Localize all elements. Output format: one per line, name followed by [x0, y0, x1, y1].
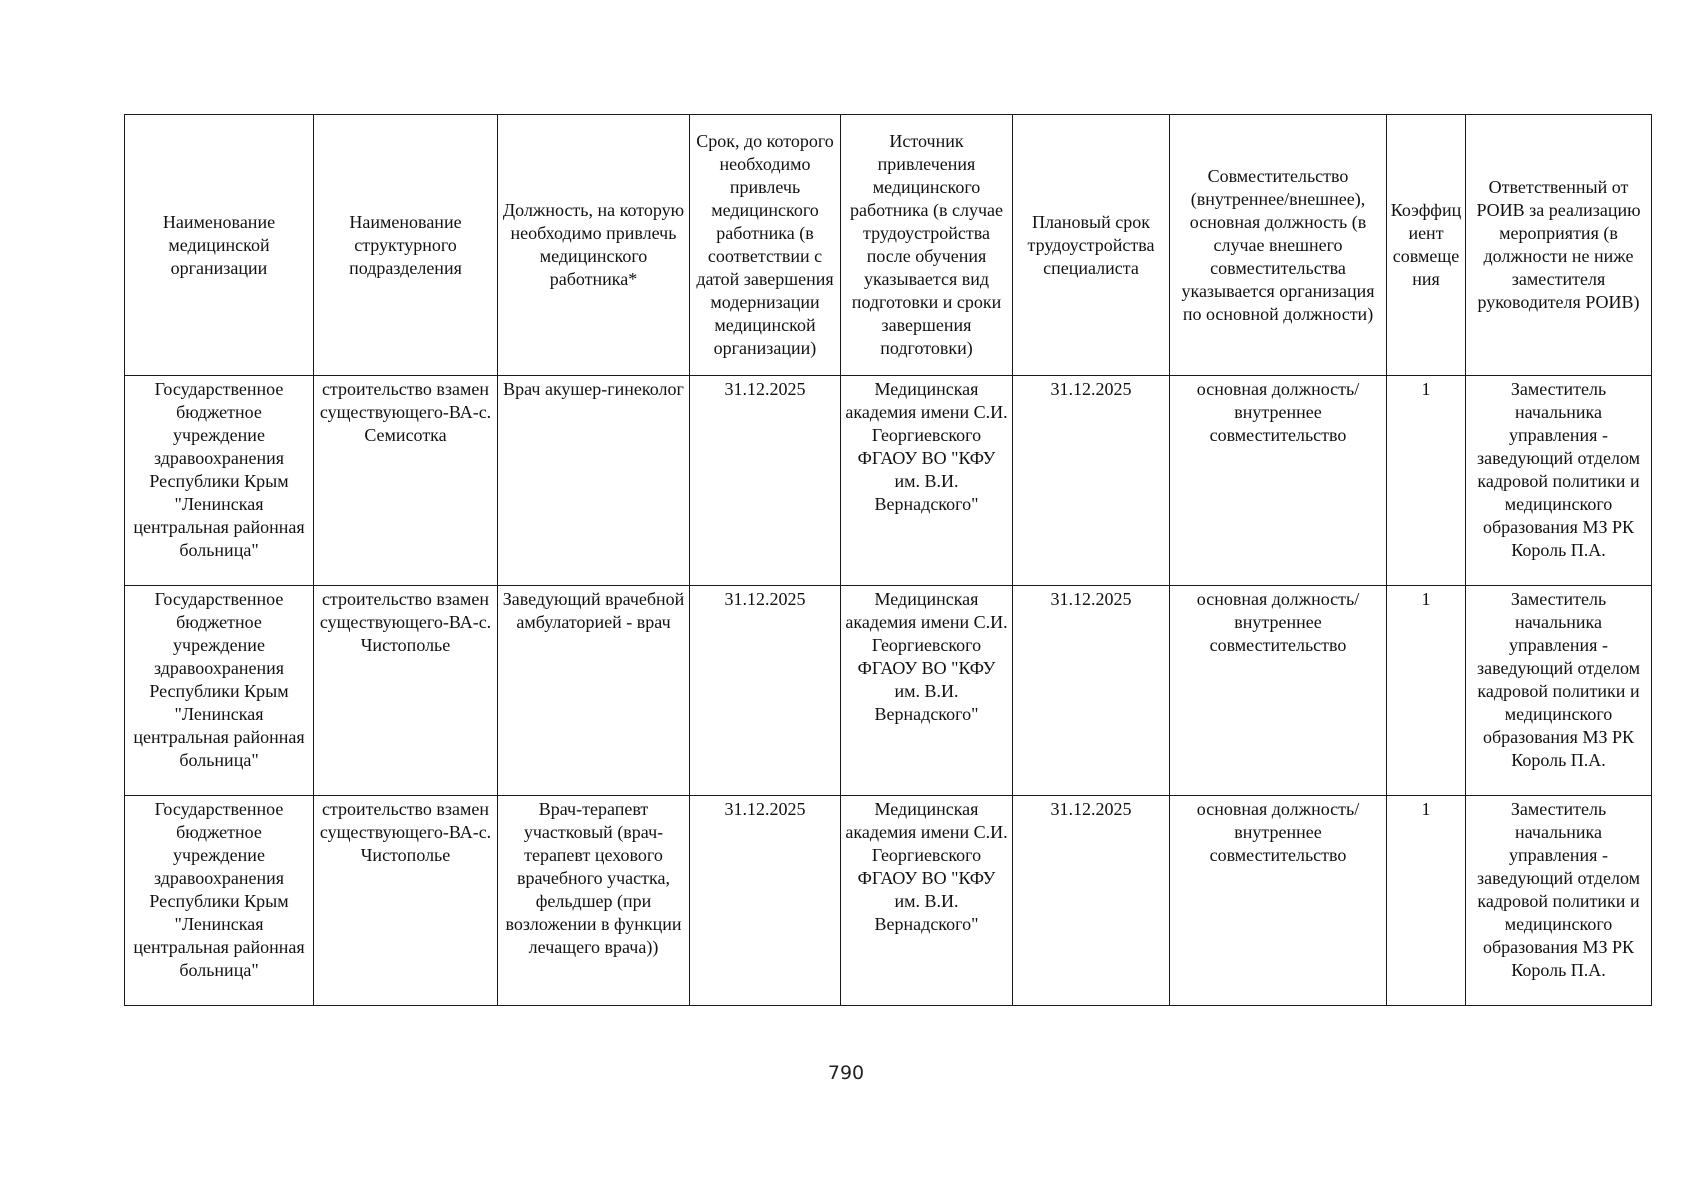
cell-source: Медицинская академия имени С.И. Георгиевского ФГАОУ ВО "КФУ им. В.И. Вернадского": [841, 586, 1013, 796]
cell-coefficient: 1: [1387, 796, 1466, 1006]
cell-organization: Государственное бюджетное учреждение здравоохранения Республики Крым "Ленинская центральная районная больница": [125, 586, 314, 796]
cell-coefficient: 1: [1387, 376, 1466, 586]
cell-source: Медицинская академия имени С.И. Георгиевского ФГАОУ ВО "КФУ им. В.И. Вернадского": [841, 796, 1013, 1006]
cell-position: Врач акушер-гинеколог: [498, 376, 690, 586]
cell-deadline: 31.12.2025: [690, 796, 841, 1006]
cell-combination: основная должность/ внутреннее совместительство: [1170, 376, 1387, 586]
header-position: Должность, на которую необходимо привлечь медицинского работника*: [498, 115, 690, 376]
cell-deadline: 31.12.2025: [690, 376, 841, 586]
header-subdivision: Наименование структурного подразделения: [314, 115, 498, 376]
header-coefficient: Коэффициент совмещения: [1387, 115, 1466, 376]
cell-source: Медицинская академия имени С.И. Георгиевского ФГАОУ ВО "КФУ им. В.И. Вернадского": [841, 376, 1013, 586]
cell-position: Врач-терапевт участковый (врач-терапевт цехового врачебного участка, фельдшер (при возложении в функции лечащего врача)): [498, 796, 690, 1006]
cell-subdivision: строительство взамен существующего-ВА-с. Чистополье: [314, 796, 498, 1006]
page-number: 790: [827, 1062, 865, 1084]
header-combination: Совместительство (внутреннее/внешнее), основная должность (в случае внешнего совместительства указывается организация по основной должности): [1170, 115, 1387, 376]
header-planned-date: Плановый срок трудоустройства специалиста: [1013, 115, 1170, 376]
cell-organization: Государственное бюджетное учреждение здравоохранения Республики Крым "Ленинская центральная районная больница": [125, 796, 314, 1006]
cell-combination: основная должность/ внутреннее совместительство: [1170, 586, 1387, 796]
cell-position: Заведующий врачебной амбулаторией - врач: [498, 586, 690, 796]
header-responsible: Ответственный от РОИВ за реализацию мероприятия (в должности не ниже заместителя руководителя РОИВ): [1466, 115, 1652, 376]
header-source: Источник привлечения медицинского работника (в случае трудоустройства после обучения указывается вид подготовки и сроки завершения подготовки): [841, 115, 1013, 376]
header-deadline: Срок, до которого необходимо привлечь медицинского работника (в соответствии с датой завершения модернизации медицинской организации): [690, 115, 841, 376]
staffing-table: [124, 114, 1652, 1006]
cell-responsible: Заместитель начальника управления - заведующий отделом кадровой политики и медицинского образования МЗ РК Король П.А.: [1466, 586, 1652, 796]
cell-coefficient: 1: [1387, 586, 1466, 796]
cell-subdivision: строительство взамен существующего-ВА-с. Семисотка: [314, 376, 498, 586]
table-header-row: [125, 115, 1652, 376]
table-row: [125, 376, 1652, 586]
cell-responsible: Заместитель начальника управления - заведующий отделом кадровой политики и медицинского образования МЗ РК Король П.А.: [1466, 376, 1652, 586]
table-row: [125, 796, 1652, 1006]
cell-planned-date: 31.12.2025: [1013, 376, 1170, 586]
cell-subdivision: строительство взамен существующего-ВА-с. Чистополье: [314, 586, 498, 796]
cell-combination: основная должность/ внутреннее совместительство: [1170, 796, 1387, 1006]
cell-organization: Государственное бюджетное учреждение здравоохранения Республики Крым "Ленинская центральная районная больница": [125, 376, 314, 586]
header-organization: Наименование медицинской организации: [125, 115, 314, 376]
cell-planned-date: 31.12.2025: [1013, 586, 1170, 796]
cell-deadline: 31.12.2025: [690, 586, 841, 796]
cell-responsible: Заместитель начальника управления - заведующий отделом кадровой политики и медицинского образования МЗ РК Король П.А.: [1466, 796, 1652, 1006]
cell-planned-date: 31.12.2025: [1013, 796, 1170, 1006]
table-row: [125, 586, 1652, 796]
